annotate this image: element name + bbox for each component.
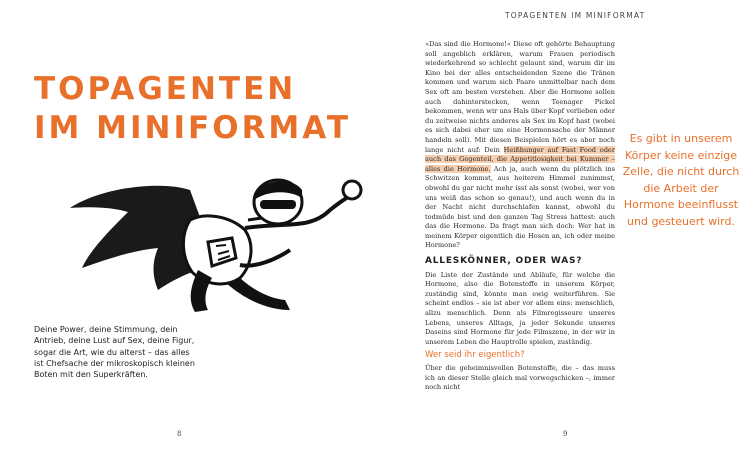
pull-quote: Es gibt in unserem Körper keine einzige Zelle, die nicht durch die Arbeit der Hormone beeinflusst und gesteuert wird. [622, 132, 740, 228]
body-paragraph-3: Über die geheimnisvollen Botenstoffe, die – das muss ich an dieser Stelle gleich mal vorwegschicken –, immer noch nicht [425, 364, 615, 392]
body-text-column [425, 40, 615, 393]
highlighted-passage: Heißhunger auf Fast Food oder auch das Gegenteil, die Appetitlosigkeit bei Kummer – alles die Hormone. [425, 145, 615, 173]
page-number-right: 9 [563, 430, 568, 438]
running-head: TOPAGENTEN IM MINIFORMAT [505, 11, 646, 20]
chapter-title-line-2: IM MINIFORMAT [34, 110, 352, 146]
chapter-title-line-1: TOPAGENTEN [34, 71, 297, 107]
paragraph-1-text-continued: Ach ja, auch wenn du plötzlich ins Schwitzen kommst, aus heiterem Himmel zunimmst, obwohl du gar nicht mehr isst als sonst (wobei, wer von uns weiß das schon so genau!), und auch wenn du in der Nacht nicht durchschlafen kannst, obwohl du todmüde bist und den ganzen Tag Stress hattest: auch das die Hormone. Da fragt man sich doch: Wer hat in meinem Körper eigentlich die Hosen an, ich oder meine Hormone? [425, 164, 615, 250]
body-paragraph-1 [425, 40, 615, 251]
paragraph-1-text: »Das sind die Hormone!« Diese oft gehörte Behauptung soll angeblich erklären, warum Frauen periodisch wiederkehrend so schlecht gelaunt sind, warum dir im Kino bei der alles entscheidenden Szene die Tränen kommen und warum sich Paare unmittelbar nach dem Sex oft am besten verstehen. Aber die Hormone sollen auch dahinterstecken, wenn Teenager Pickel bekommen, wenn wir uns Hals über Kopf verlieben oder du zeitweise nichts anderes als Sex im Kopf hast (wobei es sich dabei eher um eine Hormonsache der Männer handeln soll). Mit diesen Beispielen hört es aber noch lange nicht auf: Dein [425, 40, 615, 154]
intro-caption: Deine Power, deine Stimmung, dein Antrieb, deine Lust auf Sex, deine Figur, sogar die Art, wie du alterst – das alles ist Chefsache der mikroskopisch kleinen Boten mit den Superkräften. [34, 325, 195, 380]
flying-superhero-illustration-icon [40, 150, 365, 320]
subsection-heading: Wer seid ihr eigentlich? [425, 350, 525, 361]
right-page [375, 0, 750, 455]
chapter-title [34, 70, 351, 148]
section-heading: ALLESKÖNNER, ODER WAS? [425, 256, 583, 267]
body-paragraph-2: Die Liste der Zustände und Abläufe, für welche die Hormone, also die Botenstoffe in unserem Körper, zuständig sind, könnte man ewig weiterführen. Sie scheint endlos – sie ist aber vor allem eins: menschlich, allzu menschlich. Denn als Filmregisseure unseres Lebens, unseres Alltags, ja jeder Sekunde unseres Daseins sind Hormone für jede Filmszene, in der wir in unserem Leben die Hauptrolle spielen, zuständig. [425, 270, 615, 346]
page-number-left: 8 [177, 430, 182, 438]
